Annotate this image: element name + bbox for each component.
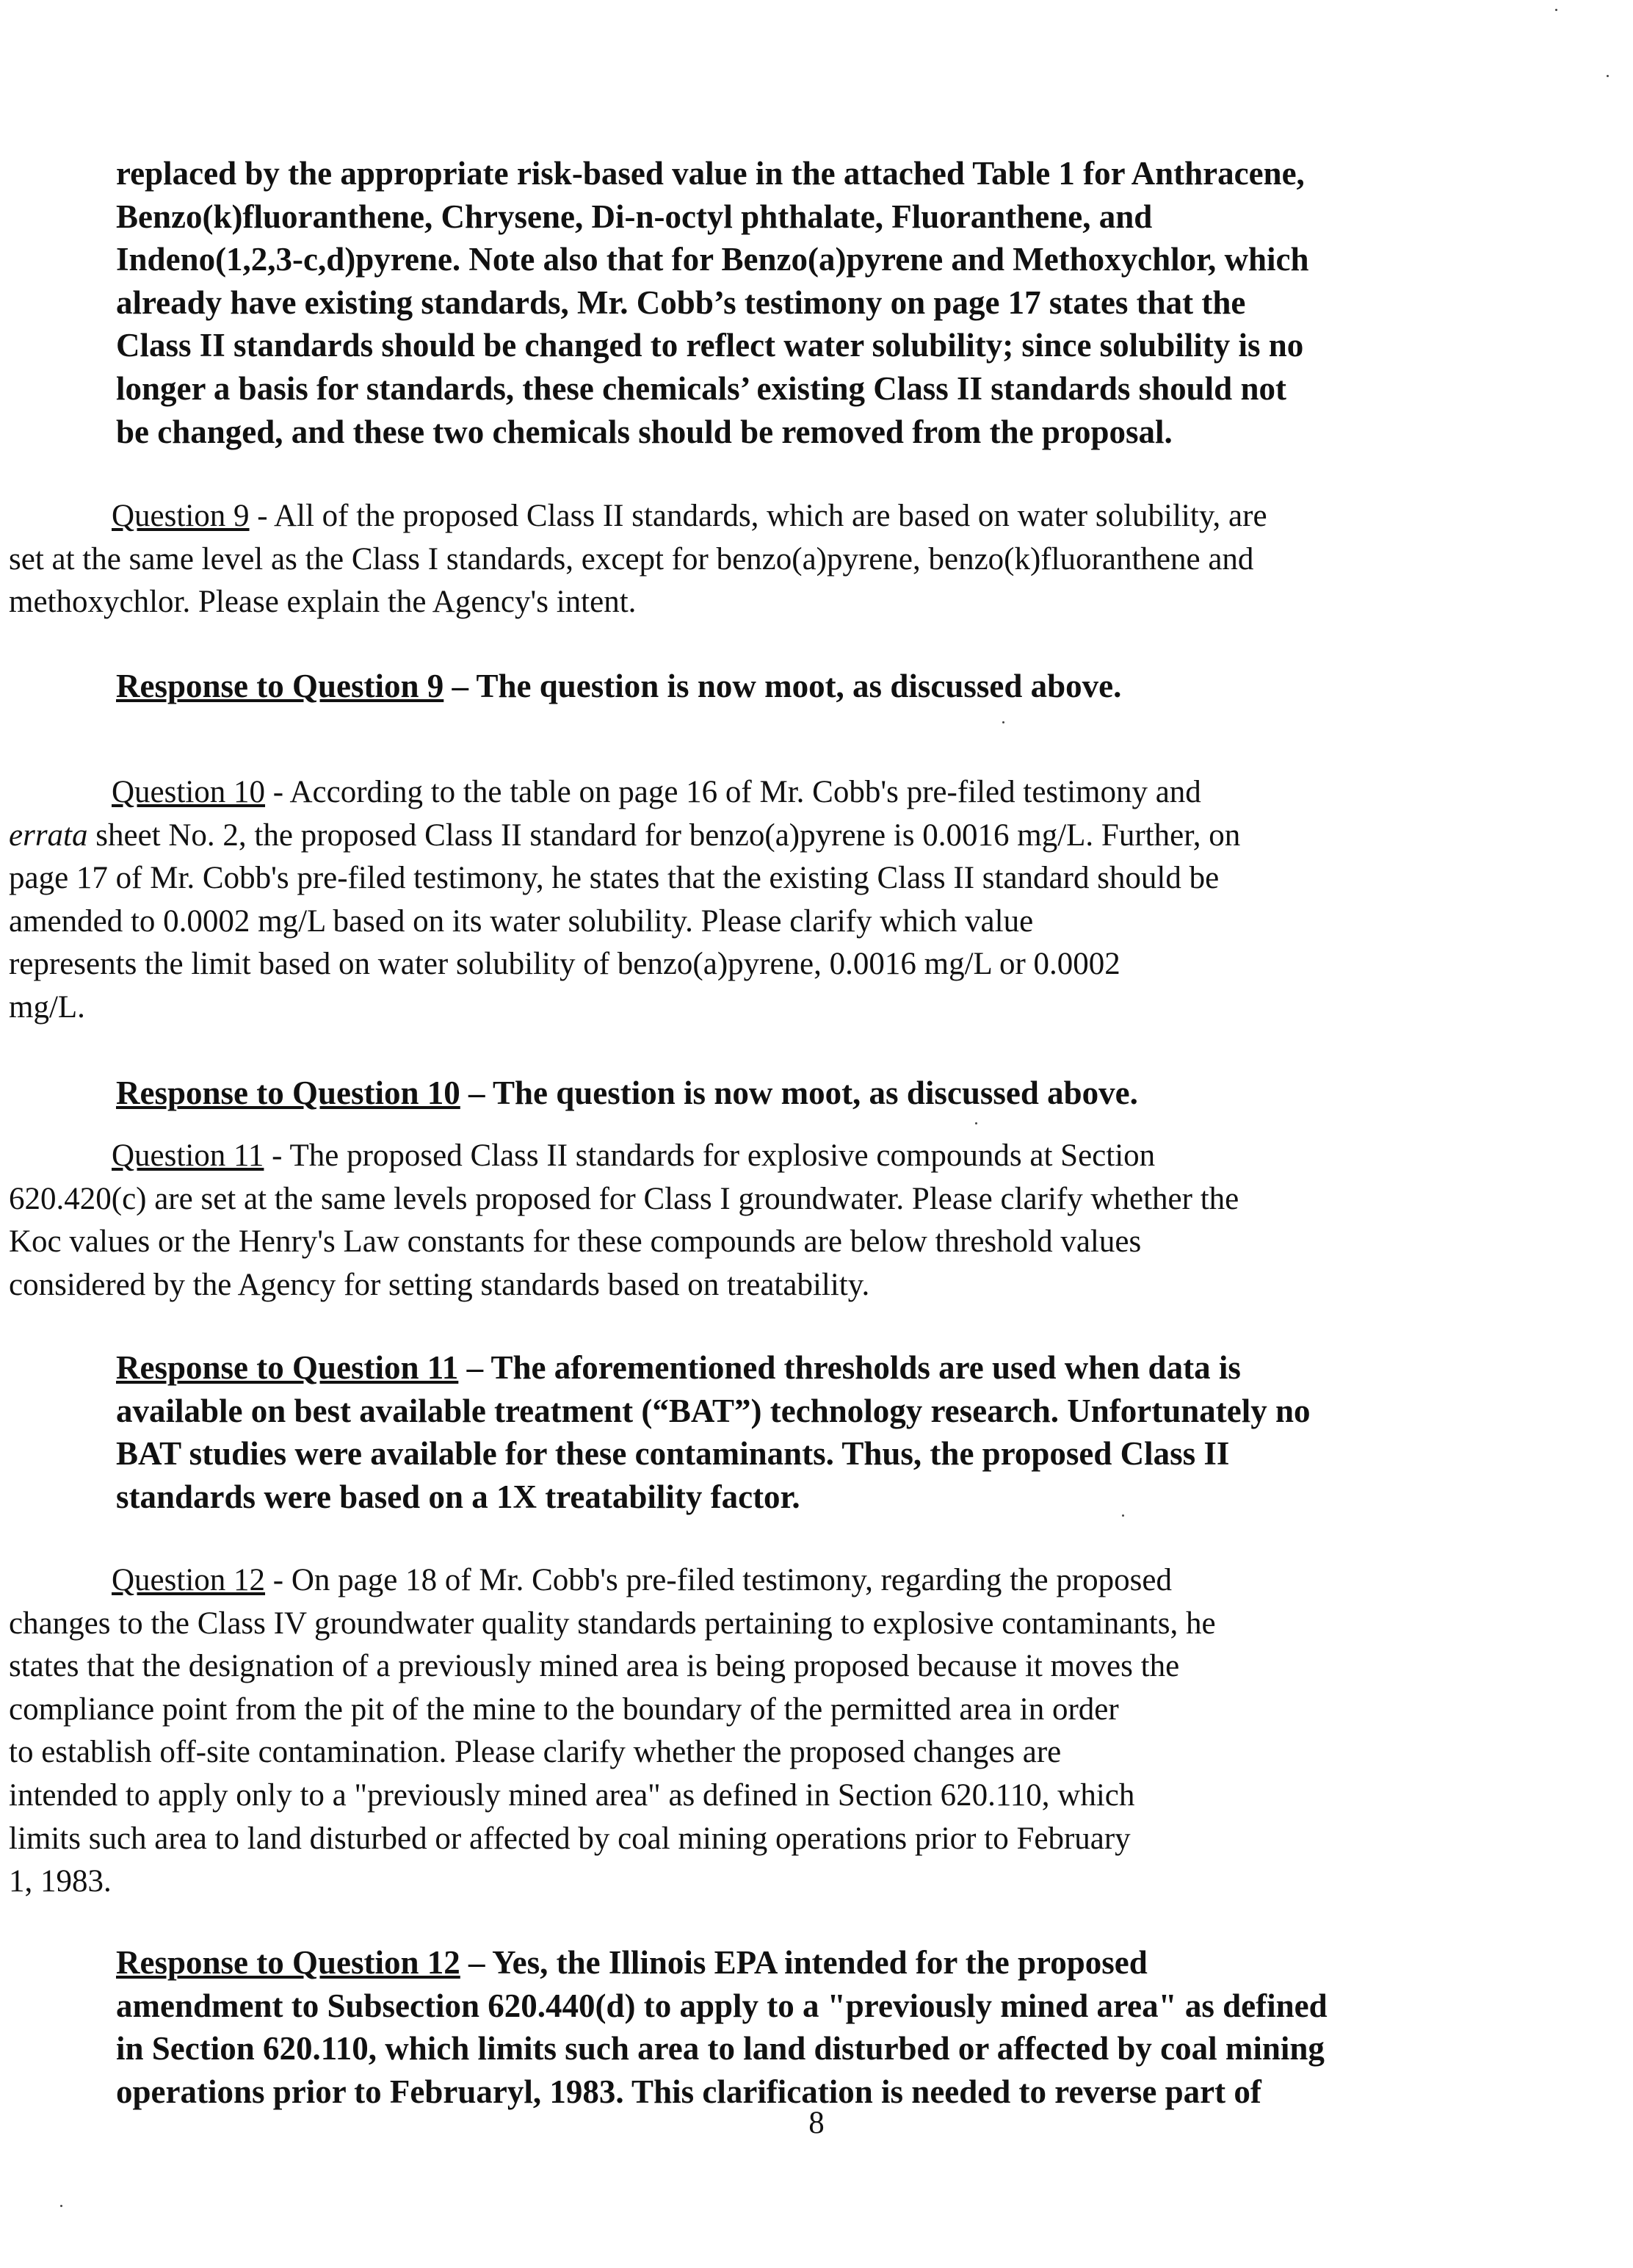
paragraph-line: changes to the Class IV groundwater quality standards pertaining to explosive contaminants, he	[9, 1606, 1216, 1641]
scan-speck	[1122, 1514, 1124, 1517]
paragraph-line: set at the same level as the Class I standards, except for benzo(a)pyrene, benzo(k)fluoranthene and	[9, 541, 1254, 577]
intro-paragraph	[116, 152, 1483, 453]
paragraph-line: represents the limit based on water solubility of benzo(a)pyrene, 0.0016 mg/L or 0.0002	[9, 947, 1120, 982]
question-11-paragraph	[9, 1135, 1485, 1307]
paragraph-text: – Yes, the Illinois EPA intended for the proposed	[460, 1944, 1148, 1981]
response-12-paragraph	[116, 1941, 1483, 2113]
paragraph-line: Koc values or the Henry's Law constants for these compounds are below threshold values	[9, 1224, 1142, 1260]
paragraph-line: 1, 1983.	[9, 1864, 112, 1899]
question-11-label: Question 11	[112, 1138, 264, 1173]
paragraph-line: Indeno(1,2,3-c,d)pyrene. Note also that for Benzo(a)pyrene and Methoxychlor, which	[116, 241, 1309, 278]
paragraph-line: available on best available treatment (“BAT”) technology research. Unfortunately no	[116, 1392, 1311, 1429]
scan-speck	[60, 2205, 62, 2207]
scan-speck	[1555, 9, 1557, 11]
paragraph-line: be changed, and these two chemicals should be removed from the proposal.	[116, 413, 1173, 450]
paragraph-line: BAT studies were available for these contaminants. Thus, the proposed Class II	[116, 1435, 1230, 1473]
scan-speck	[1002, 721, 1004, 723]
paragraph-line: amendment to Subsection 620.440(d) to apply to a "previously mined area" as defined	[116, 1987, 1328, 2024]
paragraph-line: 620.420(c) are set at the same levels proposed for Class I groundwater. Please clarify whether the	[9, 1181, 1239, 1216]
paragraph-line: methoxychlor. Please explain the Agency's intent.	[9, 585, 637, 620]
paragraph-line: longer a basis for standards, these chemicals’ existing Class II standards should not	[116, 369, 1286, 407]
paragraph-line: states that the designation of a previously mined area is being proposed because it moves the	[9, 1649, 1180, 1684]
paragraph-text: – The question is now moot, as discussed above.	[443, 668, 1122, 704]
paragraph-line: already have existing standards, Mr. Cobb’s testimony on page 17 states that the	[116, 284, 1246, 321]
response-9-paragraph	[116, 665, 1483, 708]
paragraph-text: sheet No. 2, the proposed Class II standard for benzo(a)pyrene is 0.0016 mg/L. Further, on	[87, 817, 1241, 853]
paragraph-line: standards were based on a 1X treatability factor.	[116, 1478, 800, 1515]
question-10-label: Question 10	[112, 775, 266, 809]
paragraph-line: Class II standards should be changed to reflect water solubility; since solubility is no	[116, 327, 1304, 364]
paragraph-text: – The aforementioned thresholds are used when data is	[458, 1349, 1241, 1386]
paragraph-line: in Section 620.110, which limits such area to land disturbed or affected by coal mining	[116, 2030, 1325, 2067]
question-9-paragraph	[9, 495, 1485, 624]
paragraph-line: mg/L.	[9, 989, 85, 1025]
paragraph-line: to establish off-site contamination. Please clarify whether the proposed changes are	[9, 1735, 1062, 1770]
paragraph-line: operations prior to Februaryl, 1983. This clarification is needed to reverse part of	[116, 2073, 1261, 2110]
question-12-paragraph	[9, 1559, 1485, 1904]
paragraph-line: compliance point from the pit of the mine to the boundary of the permitted area in order	[9, 1691, 1119, 1727]
response-10-paragraph	[116, 1072, 1483, 1115]
paragraph-line: limits such area to land disturbed or affected by coal mining operations prior to February	[9, 1821, 1131, 1856]
paragraph-text: - The proposed Class II standards for explosive compounds at Section	[264, 1138, 1156, 1173]
response-11-label: Response to Question 11	[116, 1349, 459, 1386]
paragraph-text: - On page 18 of Mr. Cobb's pre-filed testimony, regarding the proposed	[265, 1563, 1173, 1597]
errata-word: errata	[9, 817, 88, 853]
paragraph-line: considered by the Agency for setting standards based on treatability.	[9, 1267, 870, 1302]
question-9-label: Question 9	[112, 499, 250, 533]
paragraph-line: replaced by the appropriate risk-based value in the attached Table 1 for Anthracene,	[116, 155, 1305, 192]
question-10-paragraph	[9, 771, 1485, 1030]
paragraph-text: - All of the proposed Class II standards, which are based on water solubility, are	[249, 499, 1267, 533]
scan-speck	[1607, 75, 1609, 77]
paragraph-text: - According to the table on page 16 of Mr. Cobb's pre-filed testimony and	[265, 775, 1201, 809]
paragraph-line: page 17 of Mr. Cobb's pre-filed testimony, he states that the existing Class II standard should be	[9, 861, 1220, 896]
response-10-label: Response to Question 10	[116, 1075, 460, 1111]
response-12-label: Response to Question 12	[116, 1944, 460, 1981]
paragraph-line: intended to apply only to a "previously mined area" as defined in Section 620.110, which	[9, 1777, 1135, 1813]
paragraph-line: Benzo(k)fluoranthene, Chrysene, Di-n-octyl phthalate, Fluoranthene, and	[116, 198, 1153, 235]
page-number: 8	[808, 2106, 825, 2140]
question-12-label: Question 12	[112, 1563, 266, 1597]
scan-speck	[975, 1122, 977, 1124]
response-11-paragraph	[116, 1346, 1483, 1518]
paragraph-line: amended to 0.0002 mg/L based on its water solubility. Please clarify which value	[9, 903, 1034, 939]
response-9-label: Response to Question 9	[116, 668, 444, 704]
paragraph-text: – The question is now moot, as discussed above.	[460, 1075, 1138, 1111]
